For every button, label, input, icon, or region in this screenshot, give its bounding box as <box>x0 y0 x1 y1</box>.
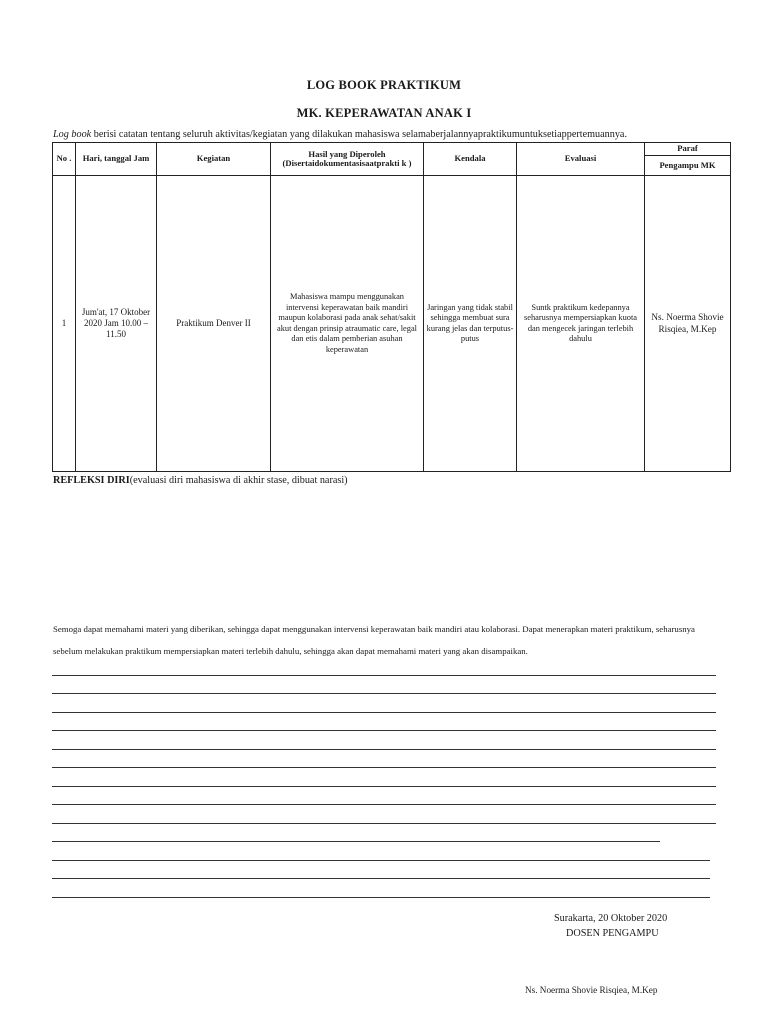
cell-signature: Ns. Noerma Shovie Risqiea, M.Kep <box>645 176 731 472</box>
cell-result: Mahasiswa mampu menggunakan intervensi keperawatan baik mandiri maupun kolaborasi pada anak sehat/sakit akut dengan prinsip atraumatic care, legal dan etis dalam pemberian asuhan keperawatan <box>271 176 424 472</box>
cell-obstacle: Jaringan yang tidak stabil sehingga membuat sura kurang jelas dan terputus-putus <box>424 176 517 472</box>
header-date: Hari, tanggal Jam <box>76 143 157 176</box>
header-evaluation: Evaluasi <box>517 143 645 176</box>
reflection-label: REFLEKSI DIRI <box>53 475 130 486</box>
writing-line <box>52 768 716 787</box>
writing-line <box>52 842 710 861</box>
writing-line <box>52 824 660 843</box>
writing-line <box>52 750 716 769</box>
cell-date: Jum'at, 17 Oktober 2020 Jam 10.00 – 11.50 <box>76 176 157 472</box>
intro-text <box>53 129 627 140</box>
cell-activity: Praktikum Denver II <box>157 176 271 472</box>
place-date: Surakarta, 20 Oktober 2020 <box>554 913 668 924</box>
reflection-hint: (evaluasi diri mahasiswa di akhir stase, dibuat narasi) <box>129 475 348 486</box>
reflection-text: Semoga dapat memahami materi yang diberikan, sehingga dapat menggunakan intervensi keperawatan baik mandiri atau kolaborasi. Dapat menerapkan materi praktikum, seharusnya sebelum melakukan praktikum mempersiapkan materi terlebih dahulu, sehingga akan dapat memahami materi yang akan disampaikan. <box>53 624 695 656</box>
writing-line <box>52 713 716 732</box>
table-header-row <box>53 143 731 156</box>
intro-emphasis: Log book <box>53 129 92 140</box>
header-result: Hasil yang Diperoleh (Disertaidokumentasisaatprakti k ) <box>271 143 424 176</box>
writing-line <box>52 861 710 880</box>
logbook-table <box>52 142 731 472</box>
writing-line <box>52 787 716 806</box>
writing-line <box>52 731 716 750</box>
header-obstacle: Kendala <box>424 143 517 176</box>
cell-evaluation: Suntk praktikum kedepannya seharusnya mempersiapkan kuota dan mengecek jaringan terlebih dahulu <box>517 176 645 472</box>
cell-no: 1 <box>53 176 76 472</box>
document-title: LOG BOOK PRAKTIKUM <box>306 78 462 92</box>
writing-line <box>52 676 716 695</box>
writing-lines <box>52 657 716 898</box>
writing-line <box>52 657 716 676</box>
course-subtitle: MK. KEPERAWATAN ANAK I <box>296 106 472 120</box>
signer-role: DOSEN PENGAMPU <box>566 928 659 939</box>
header-supervisor: Pengampu MK <box>645 156 731 176</box>
reflection-heading <box>53 475 348 486</box>
writing-line <box>52 879 710 898</box>
table-row <box>53 176 731 472</box>
header-activity: Kegiatan <box>157 143 271 176</box>
writing-line <box>52 805 716 824</box>
intro-body: berisi catatan tentang seluruh aktivitas/kegiatan yang dilakukan mahasiswa selamaberjalannyapraktikumuntuksetiappertemuannya. <box>91 129 627 140</box>
header-no: No . <box>53 143 76 176</box>
writing-line <box>52 694 716 713</box>
signer-name: Ns. Noerma Shovie Risqiea, M.Kep <box>525 985 658 995</box>
header-paraf: Paraf <box>645 143 731 156</box>
